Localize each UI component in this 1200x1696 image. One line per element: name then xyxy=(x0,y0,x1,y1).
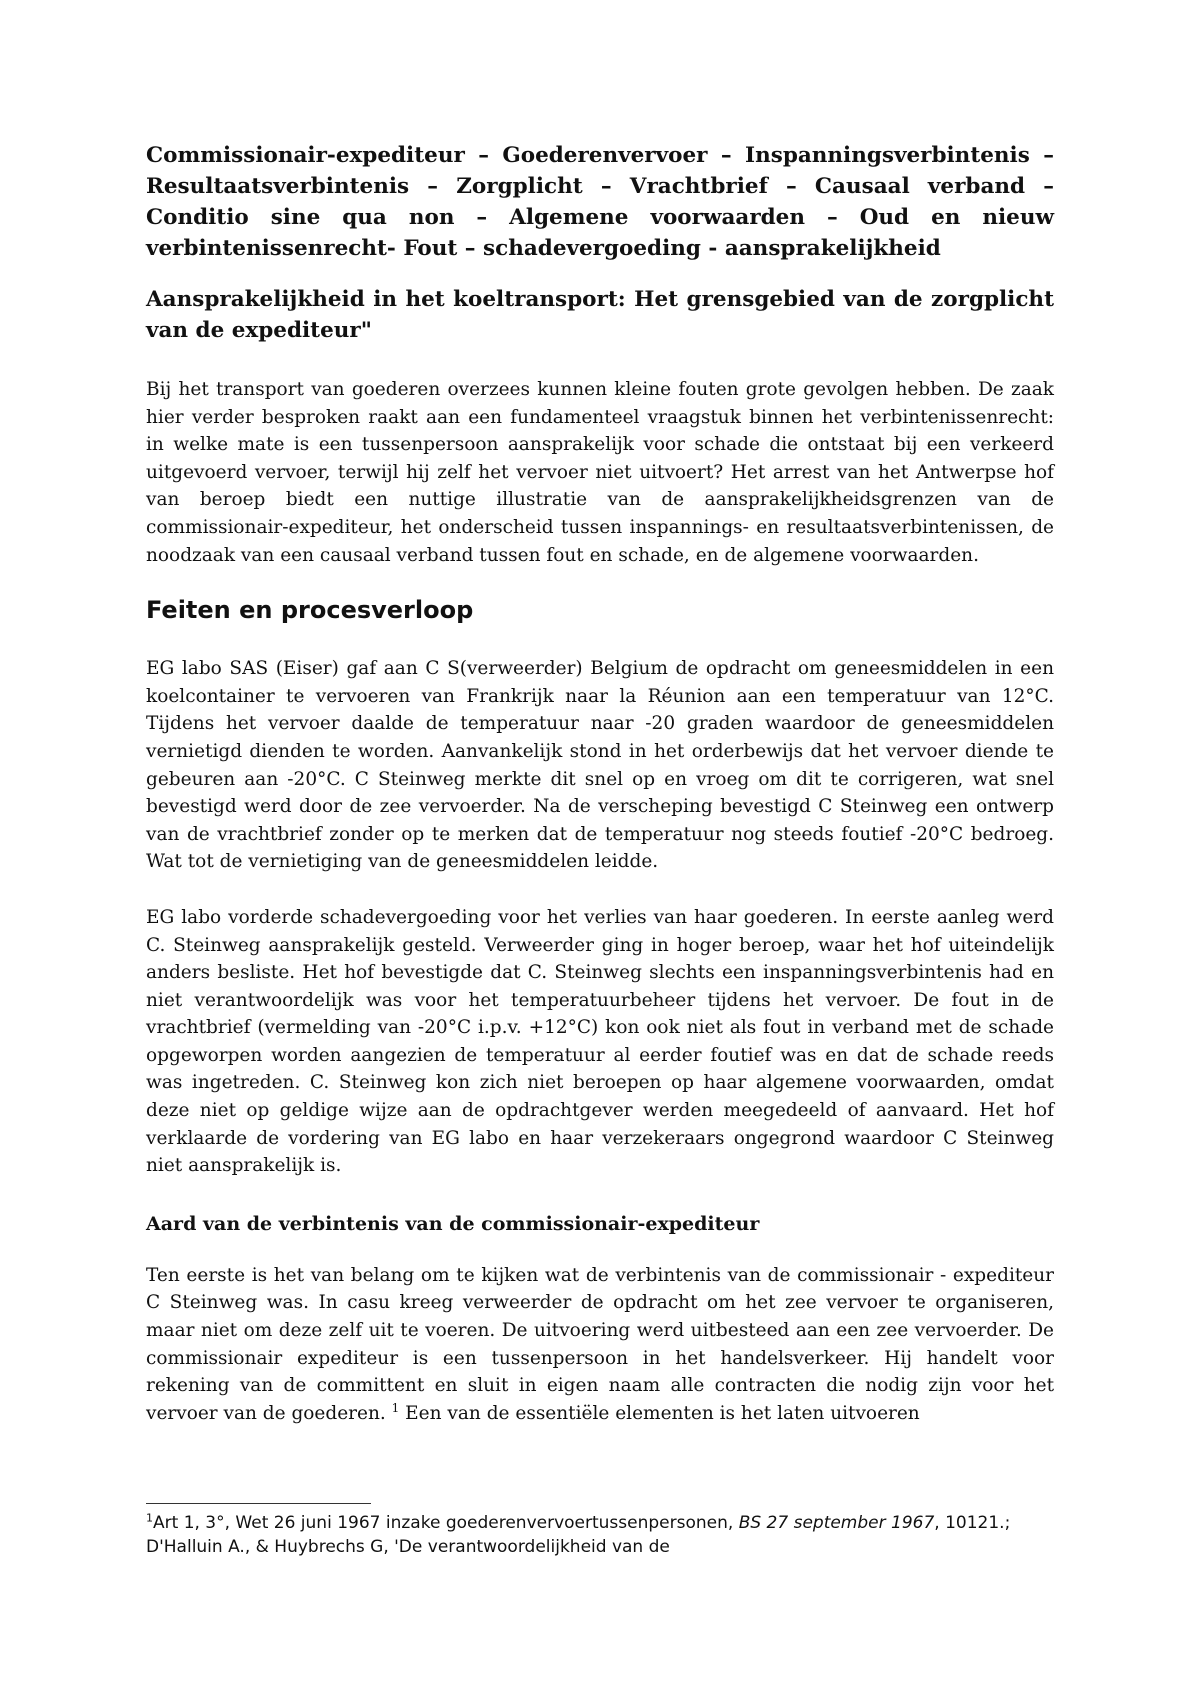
footnote xyxy=(146,1511,1054,1559)
section-heading-facts: Feiten en procesverloop xyxy=(146,596,474,625)
footnote-text-a: Art 1, 3°, Wet 26 juni 1967 inzake goederenvervoertussenpersonen, xyxy=(153,1513,739,1533)
article-title: Aansprakelijkheid in het koeltransport: Het grensgebied van de zorgplicht van de expediteur" xyxy=(146,287,1054,343)
intro-paragraph: Bij het transport van goederen overzees kunnen kleine fouten grote gevolgen hebben. De zaak hier verder besproken raakt aan een fundamenteel vraagstuk binnen het verbintenissenrecht: in welke mate is een tussenpersoon aansprakelijk voor schade die ontstaat bij een verkeerd uitgevoerd vervoer, terwijl hij zelf het vervoer niet uitvoert? Het arrest van het Antwerpse hof van beroep biedt een nuttige illustratie van de aansprakelijkheidsgrenzen van de commissionair-expediteur, het onderscheid tussen inspannings- en resultaatsverbintenissen, de noodzaak van een causaal verband tussen fout en schade, en de algemene voorwaarden. xyxy=(146,379,1054,566)
paragraph-gap xyxy=(146,876,1054,904)
obligation-text-tail: Een van de essentiële elementen is het laten uitvoeren xyxy=(399,1402,920,1424)
document-page xyxy=(146,140,1054,1427)
footnote-marker: 1 xyxy=(146,1511,153,1525)
keywords: Commissionair-expediteur – Goederenvervoer – Inspanningsverbintenis – Resultaatsverbintenis – Zorgplicht – Vrachtbrief – Causaal verband – Conditio sine qua non – Algemene voorwaarden – Oud en nieuw verbintenissenrecht- Fout – schadevergoeding - aansprakelijkheid xyxy=(146,143,1054,261)
footnote-separator xyxy=(146,1503,371,1504)
footnote-italic: BS 27 september 1967 xyxy=(738,1513,935,1533)
footnote-text-b: , 10121.; D'Halluin A., & Huybrechs G, 'De verantwoordelijkheid van de xyxy=(146,1513,1011,1557)
obligation-text: Ten eerste is het van belang om te kijken wat de verbintenis van de commissionair - expediteur C Steinweg was. In casu kreeg verweerder de opdracht om het zee vervoer te organiseren, maar niet om deze zelf uit te voeren. De uitvoering werd uitbesteed aan een zee vervoerder. De commissionair expediteur is een tussenpersoon in het handelsverkeer. Hij handelt voor rekening van de committent en sluit in eigen naam alle contracten die nodig zijn voor het vervoer van de goederen. xyxy=(146,1264,1054,1424)
facts-paragraph-1: EG labo SAS (Eiser) gaf aan C S(verweerder) Belgium de opdracht om geneesmiddelen in een koelcontainer te vervoeren van Frankrijk naar la Réunion aan een temperatuur van 12°C. Tijdens het vervoer daalde de temperatuur naar -20 graden waardoor de geneesmiddelen vernietigd dienden te worden. Aanvankelijk stond in het orderbewijs dat het vervoer diende te gebeuren aan -20°C. C Steinweg merkte dit snel op en vroeg om dit te corrigeren, wat snel bevestigd werd door de zee vervoerder. Na de verscheping bevestigd C Steinweg een ontwerp van de vrachtbrief zonder op te merken dat de temperatuur nog steeds foutief -20°C bedroeg. Wat tot de vernietiging van de geneesmiddelen leidde. xyxy=(146,658,1054,873)
section-heading-obligation: Aard van de verbintenis van de commissionair-expediteur xyxy=(146,1212,760,1235)
facts-paragraph-2: EG labo vorderde schadevergoeding voor het verlies van haar goederen. In eerste aanleg werd C. Steinweg aansprakelijk gesteld. Verweerder ging in hoger beroep, waar het hof uiteindelijk anders besliste. Het hof bevestigde dat C. Steinweg slechts een inspanningsverbintenis had en niet verantwoordelijk was voor het temperatuurbeheer tijdens het vervoer. De fout in de vrachtbrief (vermelding van -20°C i.p.v. +12°C) kon ook niet als fout in verband met de schade opgeworpen worden aangezien de temperatuur al eerder foutief was en dat de schade reeds was ingetreden. C. Steinweg kon zich niet beroepen op haar algemene voorwaarden, omdat deze niet op geldige wijze aan de opdrachtgever werden meegedeeld of aanvaard. Het hof verklaarde de vordering van EG labo en haar verzekeraars ongegrond waardoor C Steinweg niet aansprakelijk is. xyxy=(146,906,1054,1177)
footnote-reference[interactable]: 1 xyxy=(391,1400,400,1415)
obligation-paragraph xyxy=(146,1262,1054,1428)
